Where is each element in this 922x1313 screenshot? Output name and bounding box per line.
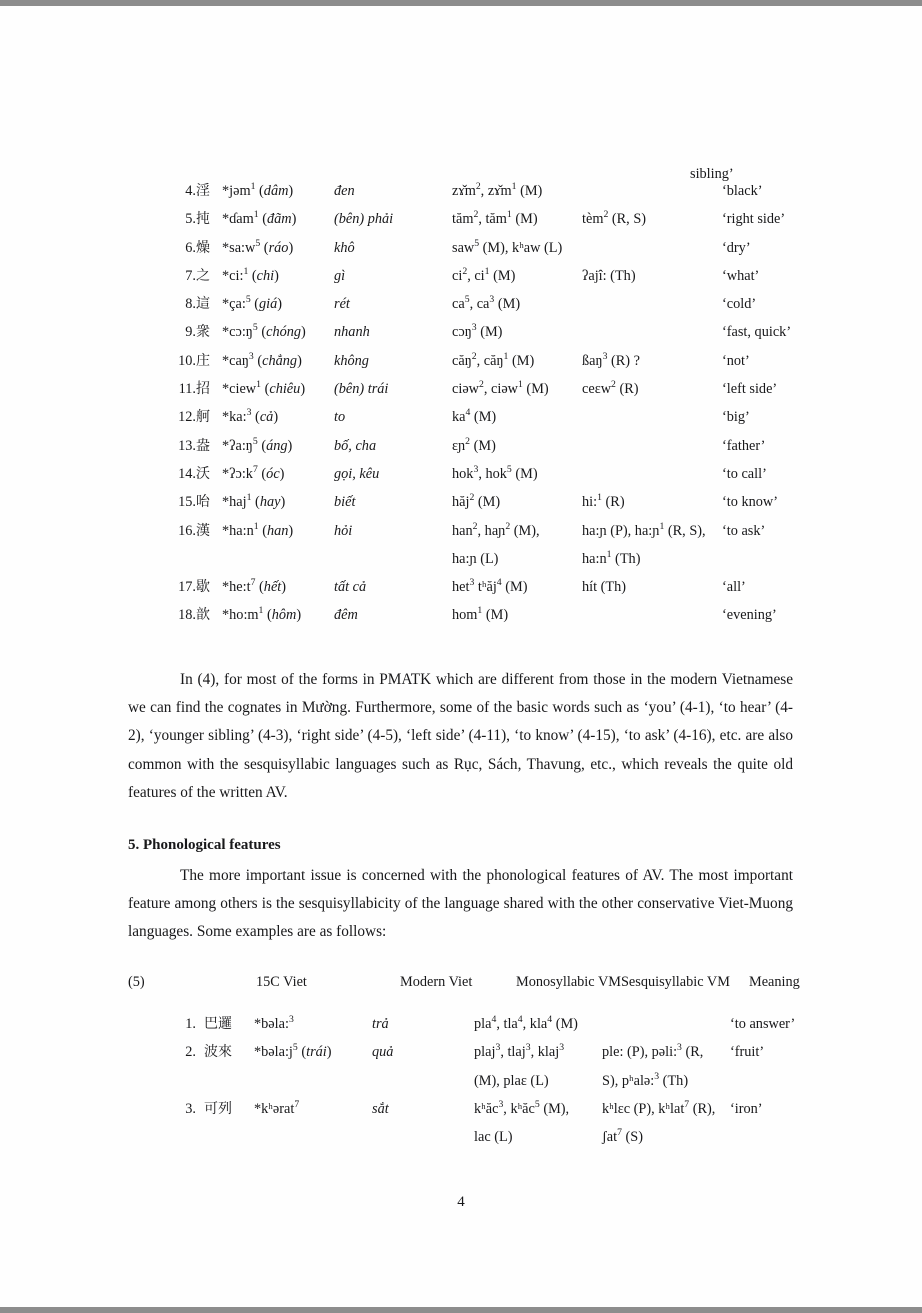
section-heading-phonological-features: 5. Phonological features <box>128 837 281 853</box>
example-5-tag: (5) <box>128 974 145 990</box>
han-character: 歇 <box>196 579 210 596</box>
modern-viet: to <box>334 409 346 426</box>
row-number <box>0 1130 204 1158</box>
sesquisyllabic-vm: hít (Th) <box>582 579 627 596</box>
row-number: 18. <box>178 607 196 624</box>
meaning-gloss: ‘all’ <box>722 579 746 596</box>
monosyllabic-vm: lac (L) <box>474 1129 513 1146</box>
meaning-gloss: ‘father’ <box>722 437 766 454</box>
reconstruction: $*sa:w^5$ (ráo) <box>222 237 294 256</box>
modern-viet: hỏi <box>334 522 353 539</box>
modern-viet <box>334 552 452 580</box>
modern-viet: khô <box>334 239 355 256</box>
table-row <box>0 495 922 523</box>
row-number: 8. <box>185 296 196 313</box>
row-number <box>0 552 196 580</box>
paragraph-phonological <box>128 862 793 947</box>
table-row <box>0 354 922 382</box>
monosyllabic-vm: ɛɲ$^2$ (M) <box>452 435 496 454</box>
monosyllabic-vm: plaj$^3$, tlaj$^3$, klaj$^3$ <box>474 1042 565 1061</box>
header-modern-viet: Modern Viet <box>400 974 473 990</box>
reconstruction: *ka:$^3$ (cả) <box>222 407 279 426</box>
meaning-gloss <box>730 1130 922 1158</box>
monosyllabic-vm: $zɤ̌m^2$, $zɤ̌m^1$ (M) <box>452 181 543 199</box>
han-character <box>196 552 222 580</box>
han-character: 波來 <box>204 1044 232 1061</box>
row-number: 9. <box>185 324 196 341</box>
monosyllabic-vm: saw$^5$ (M), kʰaw (L) <box>452 237 563 256</box>
sesquisyllabic-vm <box>582 608 722 636</box>
table-row <box>0 1130 922 1158</box>
modern-viet: bố, cha <box>334 437 377 454</box>
row-number: 5. <box>185 211 196 228</box>
table-row <box>0 1074 922 1102</box>
reconstruction: *ciew$^1$ (chiêu) <box>222 379 306 398</box>
header-15c-viet: 15C Viet <box>256 974 307 990</box>
han-character: 這 <box>196 296 210 313</box>
paragraph-2-text: The more important issue is concerned with the phonological features of AV. The most important feature among others is the sesquisyllabicity of the language shared with the other conservative Viet-Muong languages. Some examples are as follows: <box>128 867 793 941</box>
modern-viet: (bên) phải <box>334 211 394 228</box>
modern-viet: không <box>334 352 369 369</box>
han-character: 沃 <box>196 465 210 482</box>
meaning-gloss: ‘left side’ <box>722 381 778 398</box>
table-row <box>0 184 922 212</box>
reconstruction: *bəla:$^3$ <box>254 1014 294 1032</box>
sesquisyllabic-vm: ßaŋ$^3$ (R) ? <box>582 351 640 369</box>
reconstruction: *ci:$^1$ (chi) <box>222 266 279 284</box>
modern-viet: quả <box>372 1044 394 1061</box>
table-row <box>0 608 922 636</box>
table-row <box>0 552 922 580</box>
reconstruction: $*he:t^7$ (hết) <box>222 577 287 596</box>
row-number: 13. <box>178 437 196 454</box>
sesquisyllabic-vm: ʔajî: (Th) <box>582 267 636 284</box>
monosyllabic-vm: tăm$^2$, tăm$^1$ (M) <box>452 209 538 228</box>
meaning-gloss: ‘to ask’ <box>722 522 766 539</box>
han-character: 扽 <box>196 211 210 228</box>
table-row <box>0 212 922 240</box>
modern-viet: biết <box>334 494 356 511</box>
table-row <box>0 1017 922 1045</box>
reconstruction: *jəm$^1$ (dâm) <box>222 181 294 199</box>
monosyllabic-vm: $ci^2$, $ci^1$ (M) <box>452 266 516 284</box>
sesquisyllabic-vm: ple: (P), pəli:$^3$ (R, <box>602 1042 704 1061</box>
row-number: 3. <box>185 1100 196 1117</box>
meaning-gloss: ‘cold’ <box>722 296 757 313</box>
sesquisyllabic-vm: ha:ɲ (P), ha:ɲ$^1$ (R, S), <box>582 520 706 539</box>
page-number: 4 <box>457 1194 465 1210</box>
scan-edge-bottom <box>0 1307 922 1313</box>
reconstruction: $*ʔɔ:k^7$ (óc) <box>222 464 285 482</box>
reconstruction: *ça:$^5$ (giá) <box>222 294 283 313</box>
sesquisyllabic-vm <box>582 297 722 325</box>
meaning-gloss: ‘to know’ <box>722 494 778 511</box>
reconstruction: $*cɔ:ŋ^5$ (chóng) <box>222 322 306 341</box>
table-row <box>0 439 922 467</box>
reconstruction: $*ʔa:ŋ^5$ (áng) <box>222 435 293 454</box>
han-character <box>204 1074 250 1102</box>
paragraph-1-text: In (4), for most of the forms in PMATK which are different from those in the modern Vietnamese we can find the cognates in Mường. Furthermore, some of the basic words such as ‘you’ (4-1), ‘to hear’ (4-2), ‘younger sibling’ (4-3), ‘right side’ (4-5), ‘left side’ (4-11), ‘to know’ (4-15), ‘to ask’ (4-16), etc. are also common with the sesquisyllabic languages such as Rục, Sách, Thavung, etc., which reveals the quite old features of the written AV. <box>128 671 793 801</box>
modern-viet: đen <box>334 183 355 199</box>
modern-viet: tất cả <box>334 579 367 596</box>
han-character: 衆 <box>196 324 210 341</box>
monosyllabic-vm: kʰăc$^3$, kʰăc$^5$ (M), <box>474 1099 570 1117</box>
sesquisyllabic-vm <box>582 467 722 495</box>
row-number: 10. <box>178 352 196 369</box>
han-character: 招 <box>196 381 210 398</box>
meaning-gloss: ‘to answer’ <box>730 1016 796 1032</box>
table-row <box>0 382 922 410</box>
row-number: 17. <box>178 579 196 596</box>
table-row <box>0 467 922 495</box>
modern-viet <box>372 1074 474 1102</box>
modern-viet: sắt <box>372 1100 389 1117</box>
han-character: 咍 <box>196 494 210 511</box>
monosyllabic-vm: cɔŋ$^3$ (M) <box>452 322 503 341</box>
row-number: 2. <box>185 1044 196 1061</box>
table-row <box>0 1102 922 1130</box>
meaning-gloss: ‘black’ <box>722 183 763 199</box>
reconstruction: $*ho:m^1$ (hôm) <box>222 605 302 624</box>
table-row <box>0 580 922 608</box>
sesquisyllabic-vm <box>582 325 722 353</box>
meaning-gloss <box>722 552 922 580</box>
meaning-gloss: ‘iron’ <box>730 1100 763 1117</box>
meaning-gloss: ‘not’ <box>722 352 750 369</box>
monosyllabic-vm: căŋ$^2$, căŋ$^1$ (M) <box>452 351 535 369</box>
monosyllabic-vm: ciəw$^2$, ciəw$^1$ (M) <box>452 379 549 398</box>
header-monosyllabic-vm: Monosyllabic VM <box>516 974 621 990</box>
meaning-gloss: ‘what’ <box>722 267 760 284</box>
monosyllabic-vm: ha:ɲ (L) <box>452 550 499 567</box>
han-character: 巴邏 <box>204 1016 232 1032</box>
meaning-gloss: ‘to call’ <box>722 465 767 482</box>
example-4-table <box>0 181 922 637</box>
modern-viet <box>372 1130 474 1158</box>
reconstruction: *caŋ$^3$ (chẳng) <box>222 351 302 369</box>
han-character: 歆 <box>196 607 210 624</box>
table-row <box>0 325 922 353</box>
row-number: 16. <box>178 522 196 539</box>
han-character <box>204 1130 250 1158</box>
sesquisyllabic-vm <box>582 410 722 438</box>
meaning-gloss: ‘evening’ <box>722 607 777 624</box>
han-character: 漢 <box>196 522 210 539</box>
table-row <box>0 269 922 297</box>
reconstruction: $*bəla:j^5$ (trái) <box>254 1042 332 1061</box>
row-number: 1. <box>185 1016 196 1032</box>
sesquisyllabic-vm <box>582 241 722 269</box>
meaning-gloss: ‘fruit’ <box>730 1044 765 1061</box>
reconstruction <box>222 552 334 580</box>
row-number: 6. <box>185 239 196 256</box>
table-row <box>0 410 922 438</box>
paragraph-in-4 <box>128 666 793 807</box>
han-character: 之 <box>196 267 210 284</box>
sesquisyllabic-vm <box>582 439 722 467</box>
table-row <box>0 297 922 325</box>
reconstruction <box>250 1130 372 1158</box>
row-number <box>0 1074 204 1102</box>
reconstruction: *kʰərat$^7$ <box>254 1099 300 1117</box>
meaning-gloss: ‘right side’ <box>722 211 786 228</box>
sesquisyllabic-vm: tèm$^2$ (R, S) <box>582 209 647 228</box>
sesquisyllabic-vm: hi:$^1$ (R) <box>582 492 625 511</box>
monosyllabic-vm: hom$^1$ (M) <box>452 605 509 624</box>
monosyllabic-vm: pla$^4$, tla$^4$, kla$^4$ (M) <box>474 1014 578 1032</box>
monosyllabic-vm: $ka^4$ (M) <box>452 407 497 426</box>
reconstruction: $*ha:n^1$ (han) <box>222 520 294 539</box>
meaning-gloss: ‘big’ <box>722 409 750 426</box>
row-number: 7. <box>185 267 196 284</box>
monosyllabic-vm: han$^2$, haɲ$^2$ (M), <box>452 520 540 539</box>
monosyllabic-vm: $ca^5$, $ca^3$ (M) <box>452 294 521 313</box>
han-character: 盎 <box>196 437 210 454</box>
monosyllabic-vm: hok$^3$, hok$^5$ (M) <box>452 464 538 482</box>
han-character: 淫 <box>196 183 210 199</box>
header-sesquisyllabic-vm: Sesquisyllabic VM <box>620 974 730 990</box>
sesquisyllabic-vm: ceɛw$^2$ (R) <box>582 379 639 398</box>
sesquisyllabic-vm: kʰlɛc (P), kʰlat$^7$ (R), <box>602 1099 716 1117</box>
row-number: 11. <box>178 381 196 398</box>
han-character: 可列 <box>204 1100 232 1117</box>
reconstruction: *ɗam$^1$ (đãm) <box>222 209 297 228</box>
table-row <box>0 241 922 269</box>
row-number: 14. <box>178 465 196 482</box>
continuation-gloss: sibling’ <box>690 166 734 182</box>
row-number: 4. <box>185 183 196 199</box>
modern-viet: rét <box>334 296 350 313</box>
han-character: 庄 <box>196 352 210 369</box>
modern-viet: gì <box>334 267 346 284</box>
sesquisyllabic-vm <box>602 1017 730 1045</box>
reconstruction <box>250 1074 372 1102</box>
sesquisyllabic-vm <box>582 184 722 212</box>
modern-viet: (bên) trái <box>334 381 389 398</box>
modern-viet: trả <box>372 1016 389 1032</box>
modern-viet: gọi, kêu <box>334 465 380 482</box>
meaning-gloss <box>730 1074 922 1102</box>
monosyllabic-vm: het$^3$ tʰăj$^4$ (M) <box>452 577 528 596</box>
modern-viet: đêm <box>334 607 358 624</box>
document-page <box>0 6 922 1307</box>
row-number: 15. <box>178 494 196 511</box>
reconstruction: *haj$^1$ (hay) <box>222 492 286 511</box>
meaning-gloss: ‘dry’ <box>722 239 751 256</box>
table-row <box>0 1045 922 1073</box>
example-5-header <box>0 975 922 1003</box>
han-character: 舸 <box>196 409 210 426</box>
monosyllabic-vm: (M), plaɛ (L) <box>474 1072 549 1089</box>
han-character: 燥 <box>196 239 210 256</box>
sesquisyllabic-vm: ʃat$^7$ (S) <box>602 1127 644 1146</box>
header-meaning: Meaning <box>748 974 800 990</box>
sesquisyllabic-vm: S), pʰalə:$^3$ (Th) <box>602 1070 689 1089</box>
monosyllabic-vm: hăj$^2$ (M) <box>452 492 501 511</box>
modern-viet: nhanh <box>334 324 370 341</box>
sesquisyllabic-vm: $ha:n^1$ (Th) <box>582 549 641 567</box>
table-row <box>0 524 922 552</box>
meaning-gloss: ‘fast, quick’ <box>722 324 792 341</box>
row-number: 12. <box>178 409 196 426</box>
example-5-table <box>0 1014 922 1158</box>
